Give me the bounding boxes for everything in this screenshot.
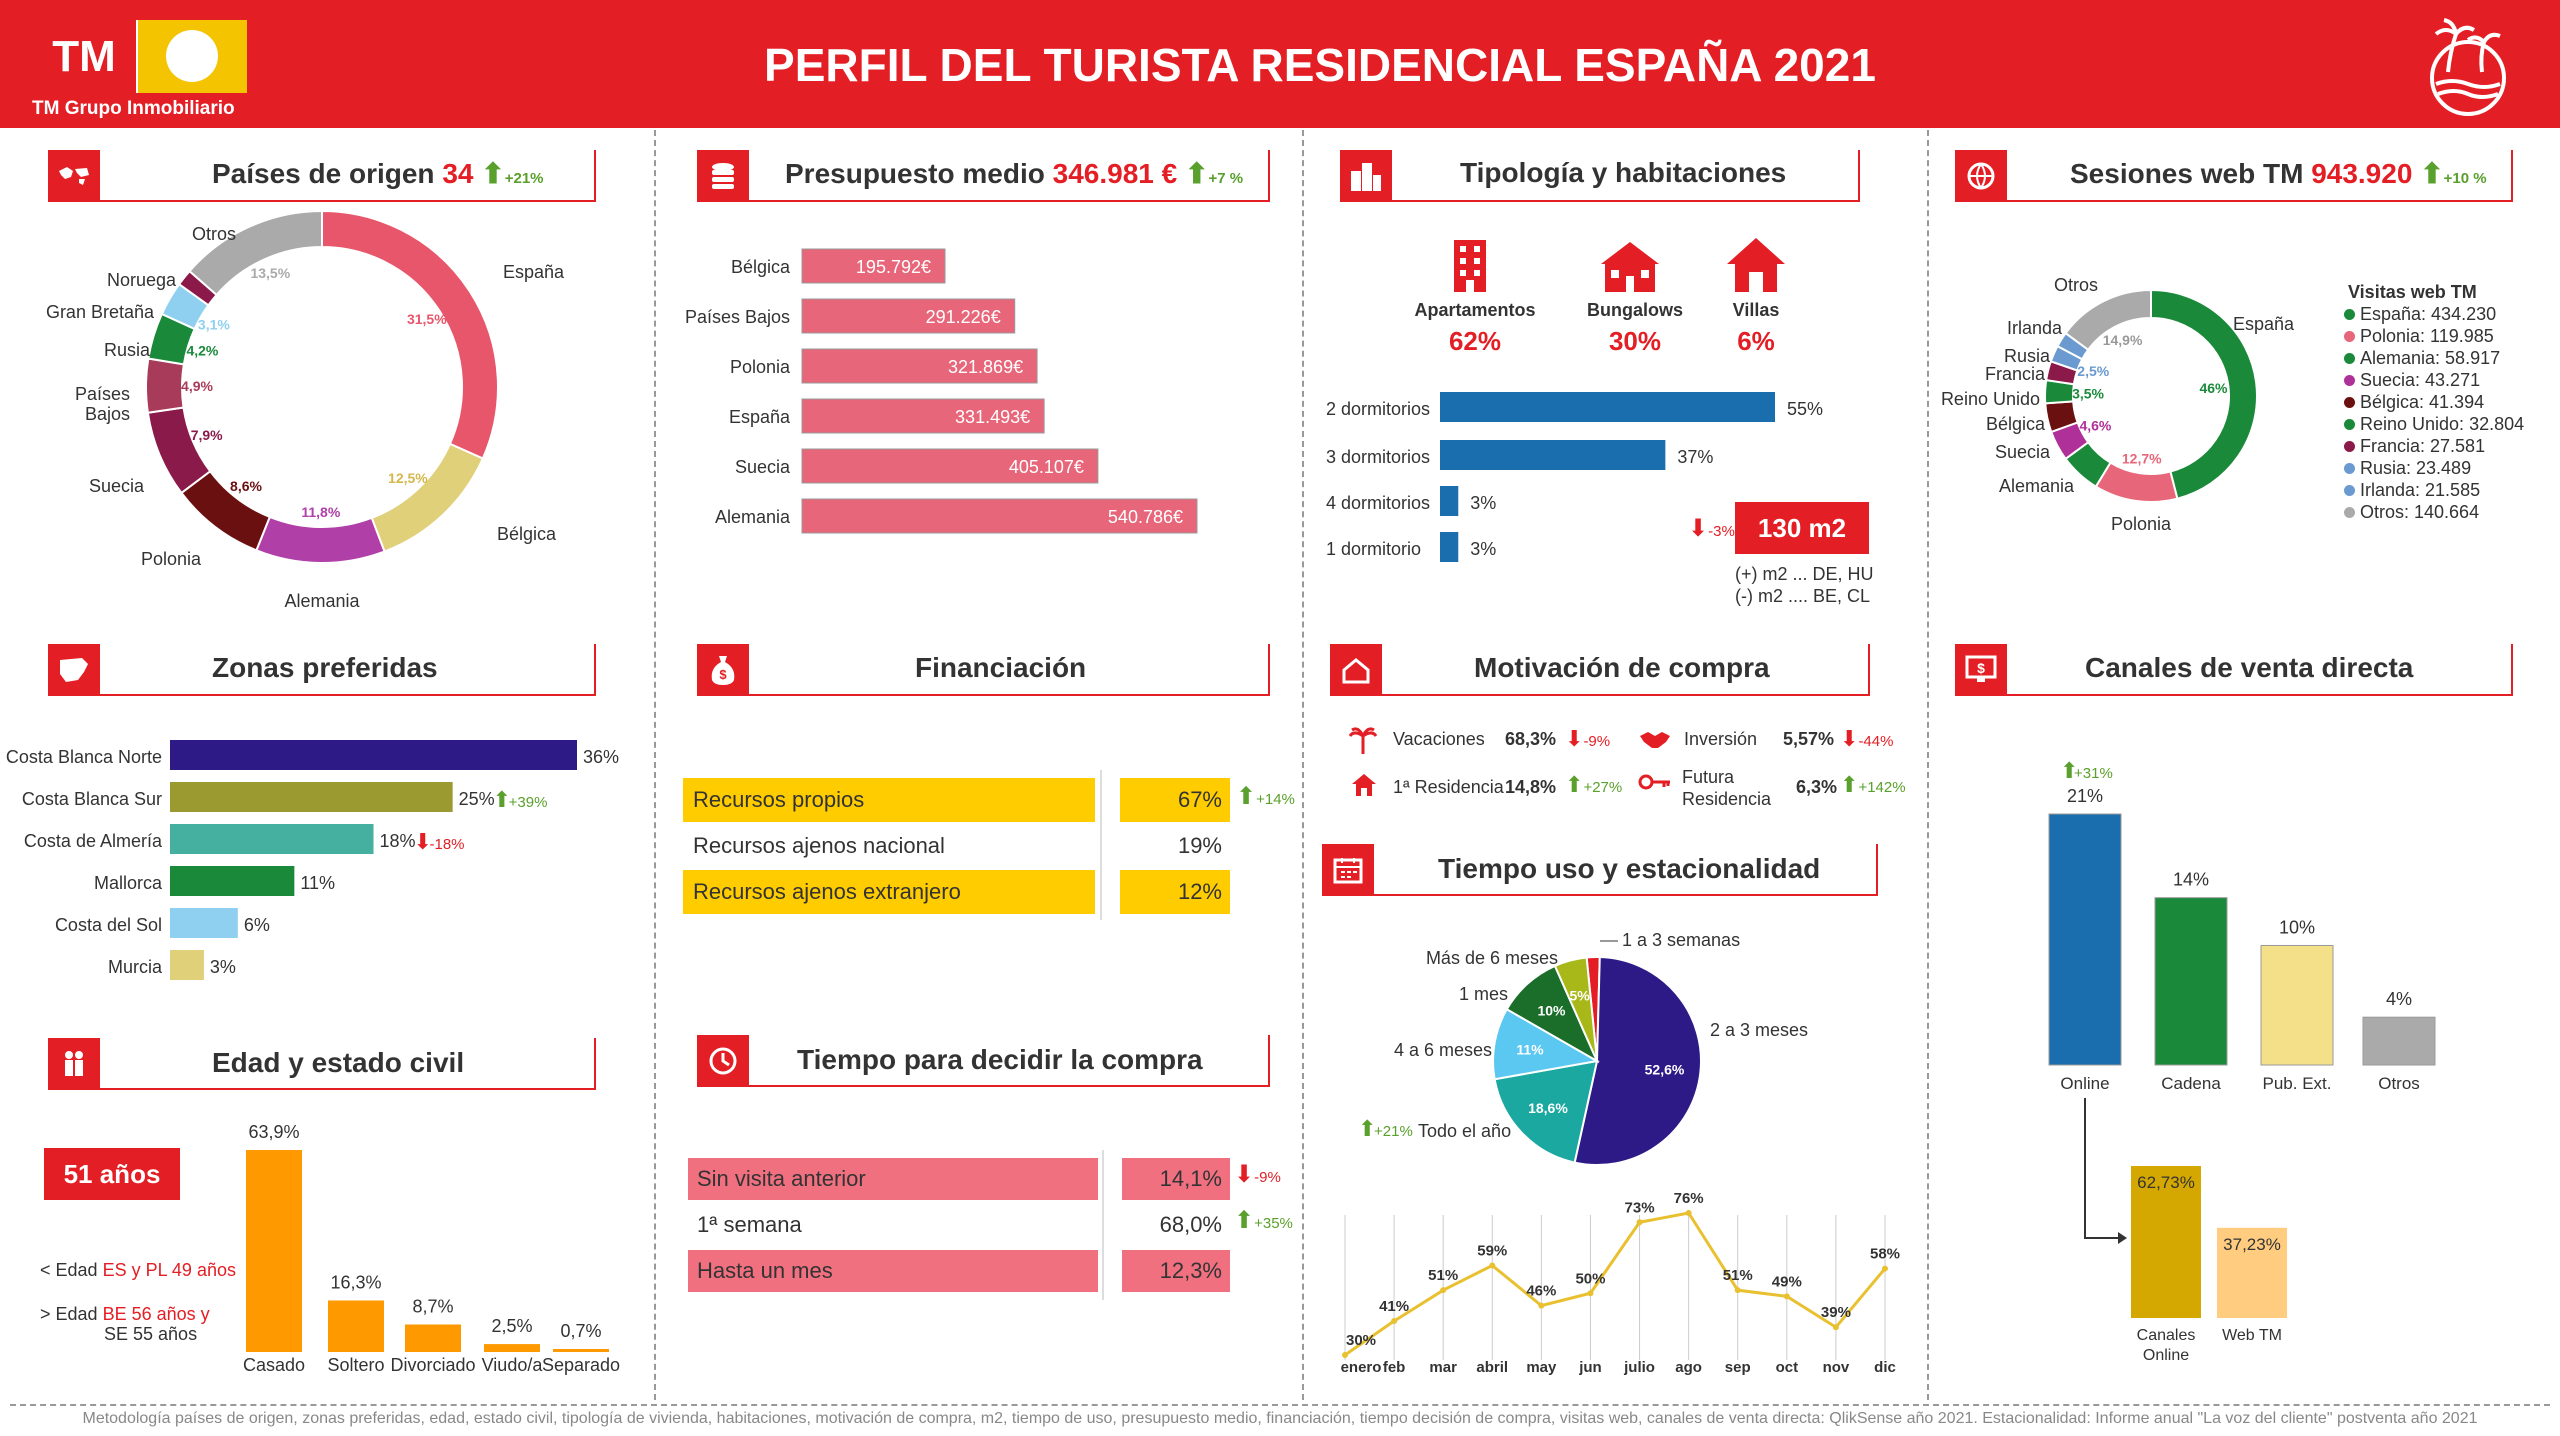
online-value: 37,23% [2223,1234,2281,1254]
channel-value: 14% [2172,869,2210,890]
age-value: 8,7% [412,1296,454,1317]
finance-pct: 19% [1177,833,1222,858]
channel-bar [2261,945,2333,1065]
finance-pct: 67% [1177,787,1222,812]
season-value: 58% [1869,1245,1901,1263]
age-category: Soltero [327,1355,385,1375]
season-point [1833,1324,1839,1330]
age-bar [405,1324,461,1352]
legend-dot-icon [2344,463,2355,474]
tipo-pct: 62% [1448,326,1502,356]
pie-label: Polonia [2110,514,2172,534]
decide-label: Sin visita anterior [697,1166,866,1191]
pie-value-label: 7,9% [190,427,223,444]
season-month: jun [1579,1359,1602,1376]
room-value: 3% [1470,539,1497,559]
web-legend [2344,282,2524,523]
zone-value: 36% [583,747,620,767]
season-month: mar [1429,1359,1457,1376]
apartment-building-icon [1450,236,1490,292]
budget-category: España [728,407,790,427]
pie-label: Francia [1984,364,2045,384]
logo-text: TM [32,20,136,93]
channel-category: Online [2060,1074,2110,1093]
age-value: 16,3% [330,1272,382,1293]
age-category: Casado [242,1355,306,1375]
season-month: feb [1382,1359,1406,1376]
legend-dot-icon [2344,331,2355,342]
page-title: PERFIL DEL TURISTA RESIDENCIAL ESPAÑA 2021 [764,39,1876,91]
handshake-icon [1638,728,1672,752]
budget-value: 405.107€ [1008,457,1084,477]
delta-arrow-icon: ⬆ [1358,1116,1377,1141]
pie-label: 1 mes [1458,984,1508,1004]
season-value: 50% [1575,1270,1606,1288]
channel-category: Pub. Ext. [2262,1074,2332,1093]
motiv-label: Futura Residencia [1682,767,1772,809]
zone-bar [170,824,374,854]
pie-slice [372,444,483,552]
budget-value: 540.786€ [1107,507,1183,527]
pie-label: Rusia [2003,346,2050,366]
footer-methodology: Metodología países de origen, zonas preferidas, edad, estado civil, tipología de vivienda, habitaciones, motivación de compra, m2, tiempo de uso, presupuesto medio, financiación, tiempo decisión de compra, visitas web, canales de venta directa: QlikSense año 2021. Estacionalidad: Informe anual "La voz del cliente" postventa año 2021 [82,1410,2478,1427]
pie-label: 1 a 3 semanas [1622,930,1741,950]
room-category: 2 dormitorios [1326,399,1431,419]
web-legend-item: Reino Unido: 32.804 [2344,413,2524,435]
season-month: abril [1476,1359,1509,1376]
season-point [1440,1287,1446,1293]
online-value: 62,73% [2137,1173,2195,1192]
financiacion-title: Financiación [915,652,1087,683]
age-category: Separado [541,1355,621,1375]
season-month: may [1526,1359,1557,1376]
pie-label: España [2233,314,2295,334]
decide-pct: 14,1% [1159,1166,1222,1191]
tiempo-delta: +21% [1374,1123,1413,1140]
budget-value: 331.493€ [955,407,1031,427]
edad-note: > Edad BE 56 años y [40,1304,210,1324]
legend-dot-icon [2344,375,2355,386]
season-value: 59% [1477,1242,1508,1260]
edad-note: < Edad ES y PL 49 años [40,1260,236,1280]
motiv-delta: ⬇-9% [1565,726,1611,751]
edad-title: Edad y estado civil [212,1047,465,1078]
web-legend-item: España: 434.230 [2344,303,2524,325]
web-legend-item: Suecia: 43.271 [2344,369,2524,391]
legend-dot-icon [2344,397,2355,408]
zone-delta: +39% [508,794,548,811]
room-bar [1440,486,1458,516]
zone-category: Costa de Almería [23,831,162,851]
season-value: 49% [1771,1273,1802,1291]
pie-slice [2096,463,2177,502]
decide-label: 1ª semana [697,1212,802,1237]
season-point [1391,1318,1397,1324]
bungalow-icon [1597,240,1663,292]
legend-dot-icon [2344,441,2355,452]
room-bar [1440,392,1775,422]
zone-value: 11% [300,873,336,893]
zone-category: Murcia [107,957,162,977]
motiv-pct: 6,3% [1796,777,1838,797]
logo-subtitle: TM Grupo Inmobiliario [32,98,235,119]
pie-label: 2 a 3 meses [1710,1020,1809,1040]
legend-dot-icon [2344,485,2355,496]
channel-value: 4% [2385,989,2413,1010]
tipo-label: Apartamentos [1414,300,1536,320]
room-category: 3 dormitorios [1326,447,1431,467]
zone-value: 6% [243,915,270,935]
pie-value-label: 12,5% [388,469,428,486]
zone-bar [170,740,577,770]
connector-line [2085,1098,2124,1238]
pie-label: Noruega [106,270,176,290]
m2-delta: ⬇-3% [1688,515,1735,542]
pie-value-label: 2,5% [2077,362,2110,379]
home-icon [1350,772,1378,798]
age-bar [246,1150,302,1352]
room-bar [1440,440,1665,470]
legend-dot-icon [2344,309,2355,320]
pie-label: Polonia [140,549,201,569]
tipo-label: Bungalows [1586,300,1683,320]
paises-title: Países de origen 34 ⬆+21% [212,158,544,189]
room-category: 4 dormitorios [1326,493,1431,513]
legend-dot-icon [2344,353,2355,364]
season-month: julio [1624,1359,1655,1376]
online-category: Online [2142,1347,2190,1364]
zone-value: 3% [209,957,236,977]
pie-value-label: 12,7% [2121,450,2162,467]
room-value: 37% [1677,447,1714,467]
edad-badge: 51 años [44,1148,180,1200]
finance-label: Recursos propios [693,787,865,812]
pie-value-label: 4,9% [181,378,213,395]
pie-value-label: 4,6% [2079,417,2112,434]
pie-value-label: 31,5% [406,310,447,327]
pie-slice [146,359,184,413]
season-value: 39% [1820,1304,1851,1322]
pie-label: Irlanda [2006,318,2062,338]
web-legend-item: Francia: 27.581 [2344,435,2524,457]
age-value: 0,7% [560,1321,602,1341]
svg-text:$: $ [1977,660,1985,676]
budget-category: Países Bajos [684,307,790,327]
room-category: 1 dormitorio [1326,539,1422,559]
motiv-pct: 14,8% [1505,777,1557,797]
season-value: 51% [1428,1267,1459,1285]
zone-bar [170,950,204,980]
age-value: 63,9% [248,1122,300,1142]
season-month: oct [1775,1359,1799,1376]
pie-value-label: 52,6% [1644,1061,1685,1078]
tipo-pct: 30% [1608,326,1662,356]
zone-category: Costa del Sol [54,915,162,935]
finance-label: Recursos ajenos nacional [693,833,945,858]
m2-badge: 130 m2 [1735,502,1869,554]
web-legend-item: Alemania: 58.917 [2344,347,2524,369]
motiv-delta: ⬆+142% [1840,772,1906,797]
legend-dot-icon [2344,507,2355,518]
channel-bar [2363,1017,2435,1065]
channel-delta: +31% [2074,765,2113,782]
pie-label: Gran Bretaña [45,302,154,322]
motiv-pct: 68,3% [1505,729,1557,749]
pie-slice [322,211,498,459]
season-line [1345,1213,1885,1355]
zonas-title: Zonas preferidas [212,652,438,683]
web-legend-item: Irlanda: 21.585 [2344,479,2524,501]
delta-arrow-icon: ⬆ [492,787,512,812]
pie-label: Suecia [88,476,144,496]
season-point [1637,1219,1643,1225]
pie-label: Bélgica [1985,414,2045,434]
finance-pct: 12% [1177,879,1222,904]
tipologia-title: Tipología y habitaciones [1460,157,1787,188]
zone-bar [170,866,294,896]
season-value: 46% [1526,1282,1557,1300]
zone-category: Costa Blanca Sur [21,789,162,809]
canales-title: Canales de venta directa [2085,652,2414,683]
pie-value-label: 5% [1569,987,1590,1004]
season-month: dic [1874,1359,1896,1376]
pie-value-label: 46% [2199,380,2228,397]
channel-category: Otros [2378,1074,2420,1093]
decide-pct: 68,0% [1159,1212,1222,1237]
web-legend-items [2344,303,2524,523]
connector-arrow-icon [2118,1232,2127,1244]
season-point [1489,1262,1495,1268]
palm-tree-icon [1348,726,1378,756]
budget-category: Suecia [734,457,790,477]
room-value: 55% [1787,399,1824,419]
motiv-label: 1ª Residencia [1393,777,1504,797]
budget-category: Alemania [714,507,790,527]
tipo-label: Villas [1732,300,1780,320]
pie-label: Países [74,384,130,404]
channel-bar [2155,898,2227,1065]
pie-value-label: 10% [1537,1002,1566,1019]
motivacion-title: Motivación de compra [1474,652,1770,683]
delta-arrow-icon: ⬆ [2060,758,2079,783]
season-value: 51% [1722,1267,1753,1285]
season-point [1686,1210,1692,1216]
channel-value: 21% [2066,786,2104,806]
motiv-delta: ⬆+27% [1565,772,1623,797]
m2-note: (-) m2 .... BE, CL [1735,586,1871,606]
pie-label: Alemania [284,591,360,611]
pie-value-label: 8,6% [230,478,262,495]
sesiones-title: Sesiones web TM 943.920 ⬆+10 % [2070,158,2487,189]
delta-arrow-icon: ⬇ [413,829,432,854]
season-month: sep [1724,1359,1751,1376]
pie-value-label: 3,5% [2072,385,2105,402]
divider [1100,770,1102,920]
pie-label: Otros [2053,275,2098,295]
pie-label: Reino Unido [1940,389,2040,409]
season-point [1882,1266,1888,1272]
villa-house-icon [1725,236,1787,292]
age-category: Viudo/a [481,1355,543,1375]
zone-bar [170,908,238,938]
motiv-delta: ⬇-44% [1840,726,1894,751]
zone-value: 18% [379,831,416,851]
channel-value: 10% [2278,917,2316,938]
budget-category: Polonia [729,357,790,377]
season-value: 73% [1624,1199,1655,1217]
season-point [1587,1290,1593,1296]
pie-label: 4 a 6 meses [1393,1040,1492,1060]
budget-value: 321.869€ [948,357,1024,377]
edad-note: SE 55 años [104,1324,198,1344]
web-legend-item: Otros: 140.664 [2344,501,2524,523]
season-point [1342,1352,1348,1358]
pie-label: Alemania [1998,476,2074,496]
pie-label: Rusia [103,340,150,360]
decide-delta: ⬇-9% [1234,1161,1281,1188]
age-bar [484,1344,540,1352]
pie-value-label: 11,8% [301,503,341,520]
pie-value-label: 4,2% [186,342,219,359]
pie-label: Más de 6 meses [1425,948,1558,968]
svg-text:$: $ [719,667,727,682]
season-point [1735,1287,1741,1293]
pie-label: Todo el año [1418,1121,1512,1141]
zone-category: Mallorca [93,873,162,893]
online-category: Web TM [2222,1327,2282,1344]
season-point [1784,1293,1790,1299]
age-bar [553,1349,609,1352]
age-value: 2,5% [491,1316,533,1337]
web-legend-item: Bélgica: 41.394 [2344,391,2524,413]
channel-bar [2049,814,2121,1065]
age-category: Divorciado [390,1355,476,1375]
season-point [1538,1303,1544,1309]
pie-value-label: 18,6% [1528,1100,1568,1117]
pie-label: Bélgica [497,524,557,544]
season-value: 30% [1345,1332,1377,1349]
presupuesto-title: Presupuesto medio 346.981 € ⬆+7 % [785,158,1244,189]
season-month: enero [1340,1359,1382,1376]
motiv-label: Inversión [1684,729,1758,749]
budget-value: 195.792€ [855,257,932,277]
season-month: nov [1822,1359,1850,1376]
pie-value-label: 14,9% [2102,331,2143,348]
season-value: 41% [1379,1298,1410,1316]
zone-value: 25% [458,789,495,809]
m2-note: (+) m2 ... DE, HU [1735,564,1874,584]
pie-label: Suecia [1994,442,2050,462]
web-legend-title: Visitas web TM [2348,282,2477,302]
finance-label: Recursos ajenos extranjero [693,879,961,904]
pie-label: Otros [191,224,236,244]
pie-value-label: 11% [1516,1041,1544,1058]
finance-delta: ⬆+14% [1236,783,1295,810]
decidir-title: Tiempo para decidir la compra [797,1044,1203,1075]
pie-value-label: 3,1% [197,316,230,333]
pie-label: España [503,262,565,282]
zone-bar [170,782,453,812]
pie-slice [256,517,384,563]
decide-pct: 12,3% [1159,1258,1222,1283]
budget-category: Bélgica [730,257,790,277]
zone-delta: -18% [429,836,465,853]
motiv-label: Vacaciones [1393,729,1485,749]
web-legend-item: Polonia: 119.985 [2344,325,2524,347]
motiv-pct: 5,57% [1783,729,1835,749]
tiempo-title: Tiempo uso y estacionalidad [1438,853,1821,884]
decide-label: Hasta un mes [697,1258,833,1283]
budget-value: 291.226€ [925,307,1001,327]
decide-delta: ⬆+35% [1234,1207,1293,1234]
age-bar [328,1300,384,1352]
pie-value-label: 13,5% [250,265,291,282]
key-icon [1638,772,1672,792]
room-bar [1440,532,1458,562]
season-value: 76% [1673,1190,1704,1207]
season-month: ago [1675,1359,1702,1376]
online-category: Canales [2136,1327,2196,1344]
pie-label: Bajos [84,404,130,424]
legend-dot-icon [2344,419,2355,430]
room-value: 3% [1470,493,1497,513]
zone-category: Costa Blanca Norte [5,747,162,767]
tipo-pct: 6% [1737,326,1775,356]
channel-category: Cadena [2161,1074,2221,1093]
web-legend-item: Rusia: 23.489 [2344,457,2524,479]
